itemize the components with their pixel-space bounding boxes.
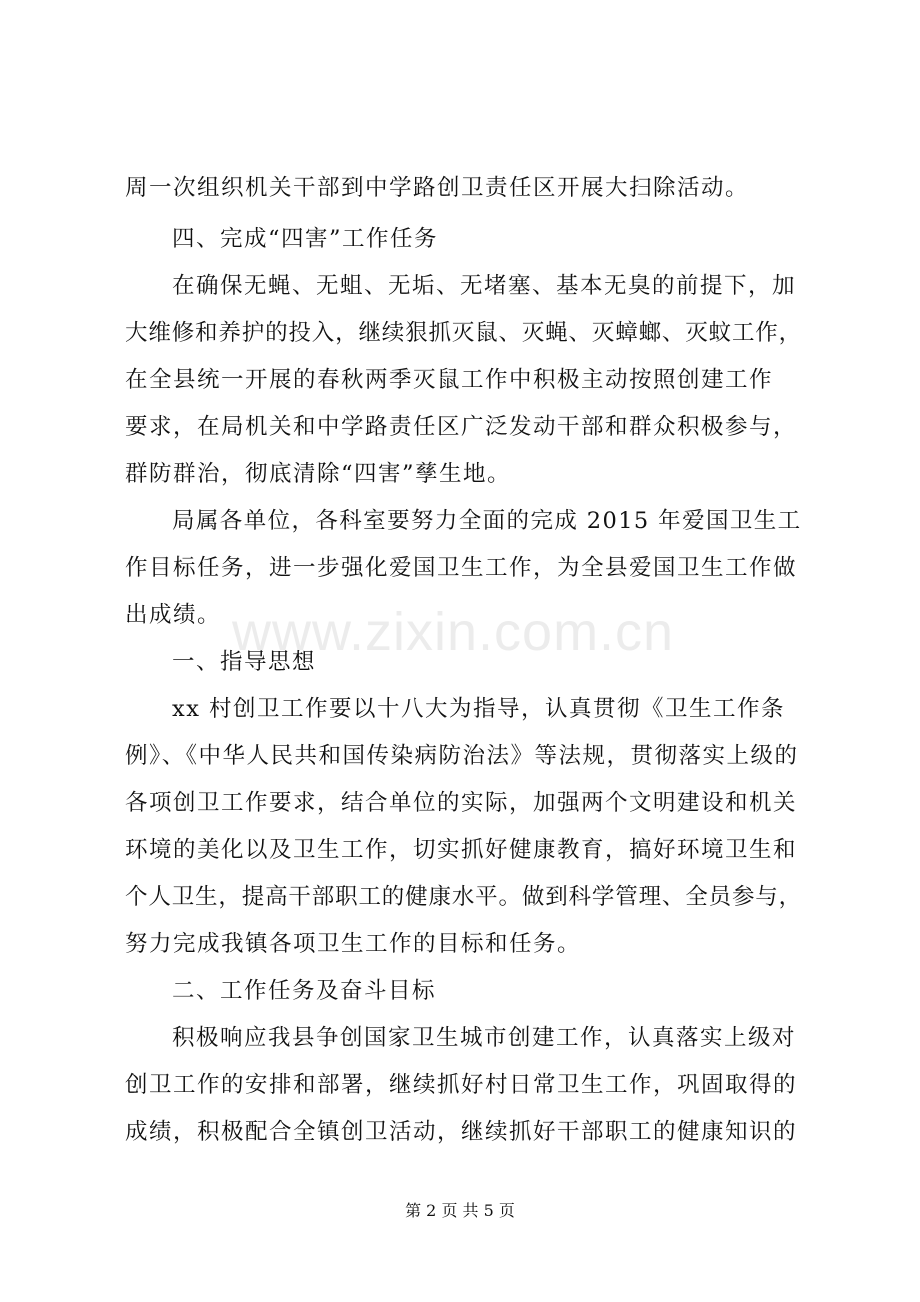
text-line: 积极响应我县争创国家卫生城市创建工作，认真落实上级对 (172, 1025, 797, 1051)
text-line: 在全县统一开展的春秋两季灭鼠工作中积极主动按照创建工作 (125, 367, 774, 393)
text-line: 环境的美化以及卫生工作，切实抓好健康教育，搞好环境卫生和 (125, 837, 798, 863)
text-line: 努力完成我镇各项卫生工作的目标和任务。 (125, 931, 582, 957)
text-line: 出成绩。 (125, 602, 222, 628)
text-line: 群防群治，彻底清除“四害”孳生地。 (125, 461, 512, 487)
text-line: 各项创卫工作要求，结合单位的实际，加强两个文明建设和机关 (125, 790, 798, 816)
text-line: 局属各单位，各科室要努力全面的完成 2015 年爱国卫生工 (172, 508, 802, 534)
text-line: 个人卫生，提高干部职工的健康水平。做到科学管理、全员参与， (125, 884, 803, 910)
text-line: 周一次组织机关干部到中学路创卫责任区开展大扫除活动。 (125, 175, 750, 201)
text-line: xx 村创卫工作要以十八大为指导，认真贯彻《卫生工作条 (172, 696, 786, 722)
text-line: 大维修和养护的投入，继续狠抓灭鼠、灭蝇、灭蟑螂、灭蚊工作， (125, 320, 803, 346)
section-heading: 一、指导思想 (172, 649, 317, 675)
page-footer: 第 2 页 共 5 页 (405, 1201, 515, 1220)
text-line: 要求，在局机关和中学路责任区广泛发动干部和群众积极参与， (125, 414, 798, 440)
section-heading: 二、工作任务及奋斗目标 (172, 978, 437, 1004)
text-line: 成绩，积极配合全镇创卫活动，继续抓好干部职工的健康知识的 (125, 1119, 798, 1145)
text-line: 例》、《中华人民共和国传染病防治法》等法规，贯彻落实上级的 (125, 743, 799, 769)
section-heading: 四、完成“四害”工作任务 (172, 226, 439, 252)
watermark: www.zixin.com.cn (232, 602, 675, 662)
text-line: 在确保无蝇、无蛆、无垢、无堵塞、基本无臭的前提下，加 (172, 273, 797, 299)
text-line: 创卫工作的安排和部署，继续抓好村日常卫生工作，巩固取得的 (125, 1072, 798, 1098)
text-line: 作目标任务，进一步强化爱国卫生工作，为全县爱国卫生工作做 (125, 555, 798, 581)
